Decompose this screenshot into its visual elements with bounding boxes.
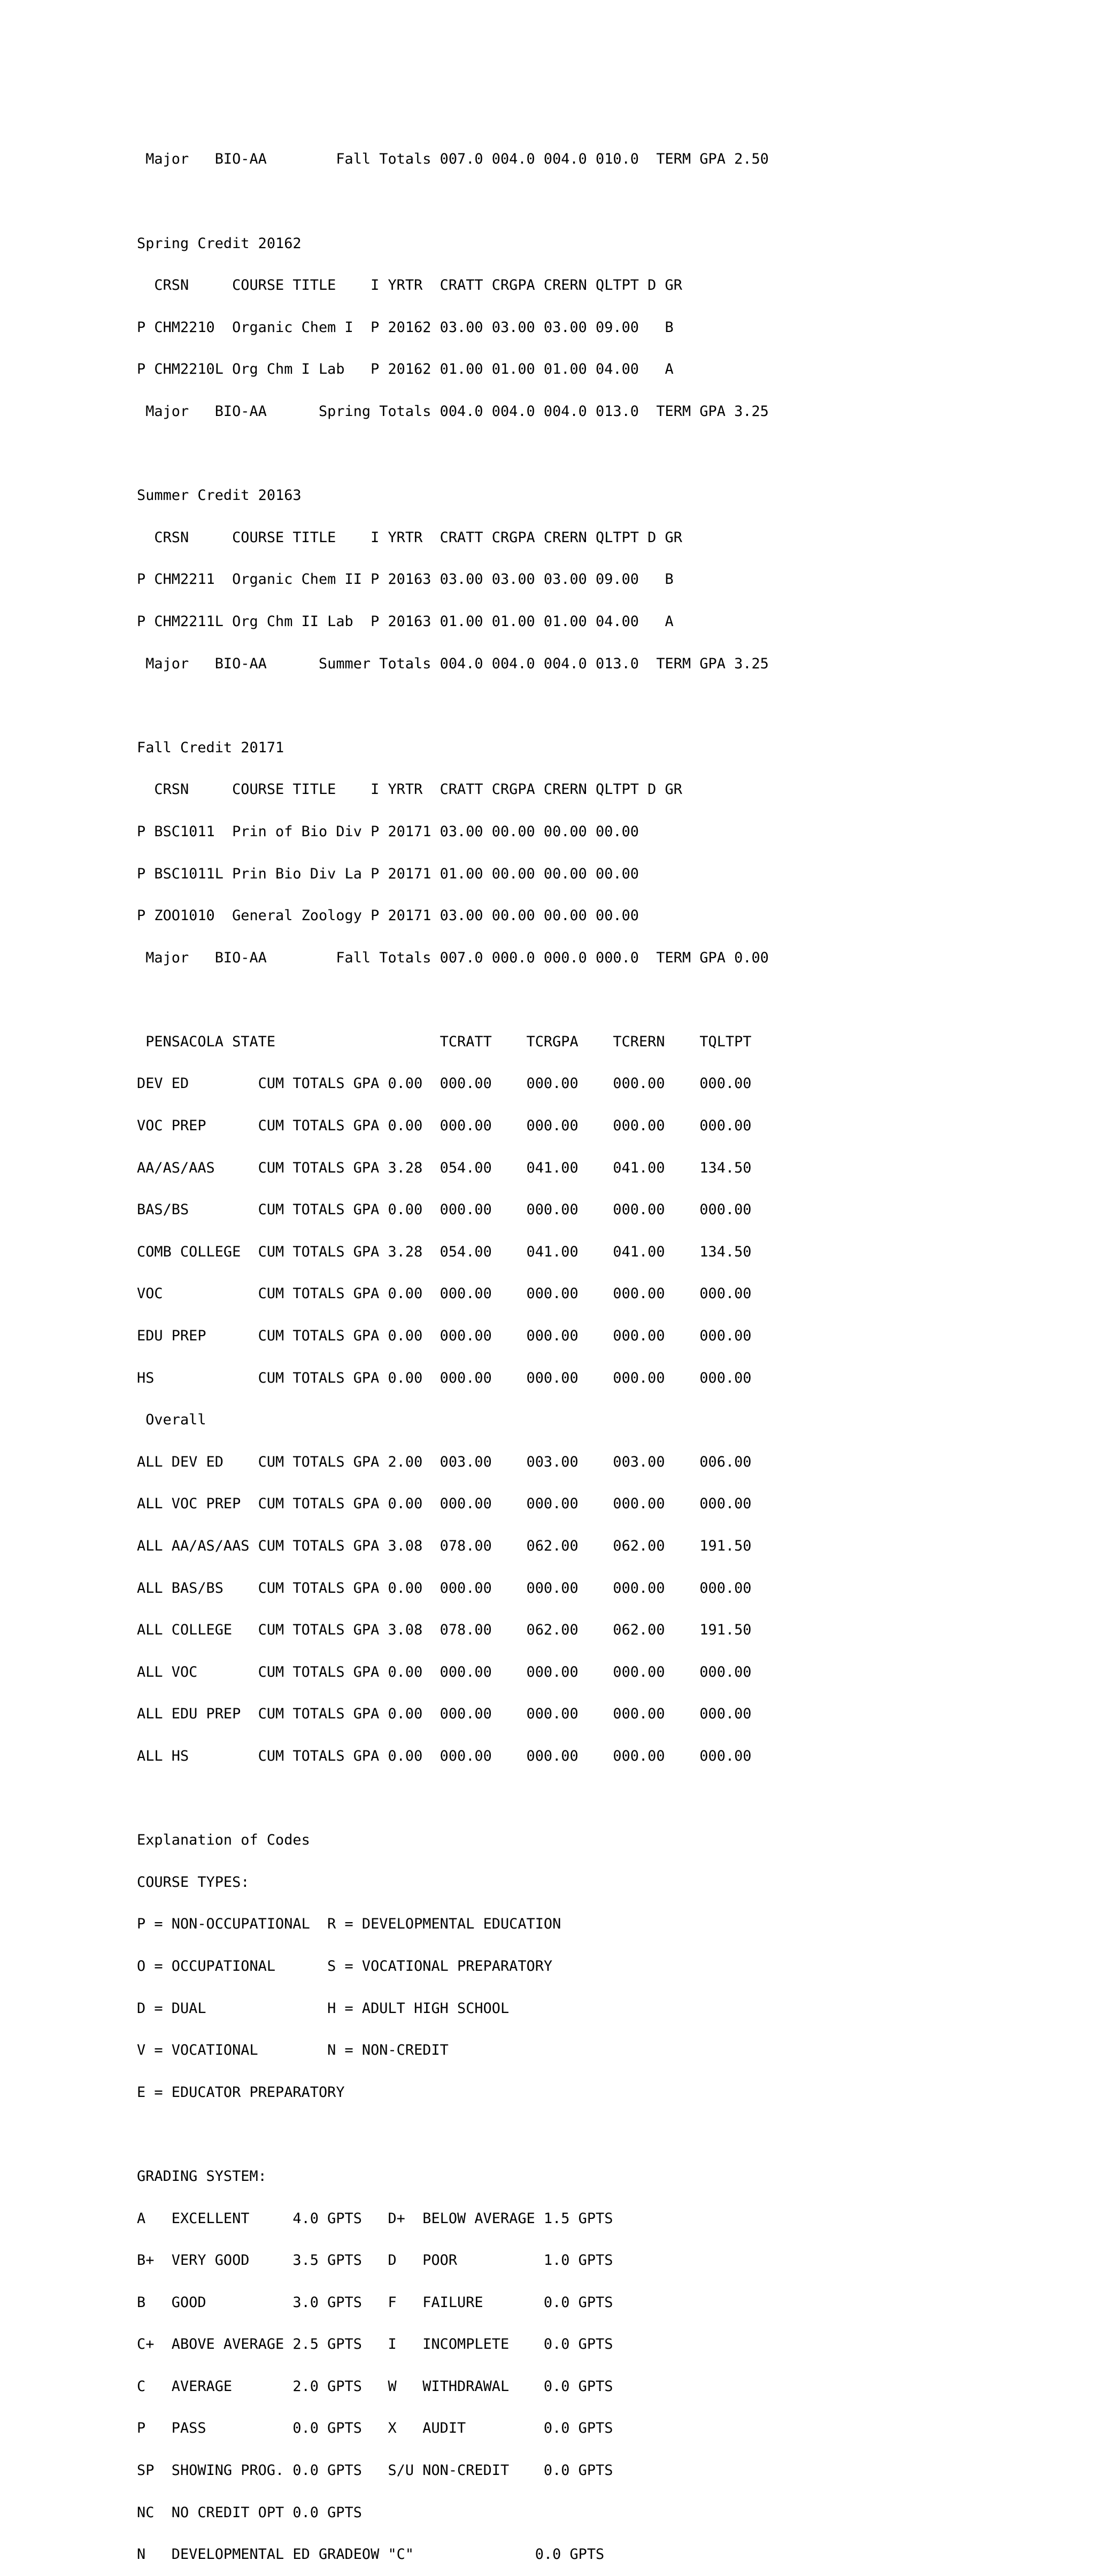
term-heading-summer-2016: Summer Credit 20163: [137, 487, 302, 504]
course-row: P CHM2211 Organic Chem II P 20163 03.00 03.00 03.00 09.00 B: [137, 571, 674, 588]
grading-row: NC NO CREDIT OPT 0.0 GPTS: [137, 2504, 362, 2521]
cumulative-row: HS CUM TOTALS GPA 0.00 000.00 000.00 000.00 000.00: [137, 1369, 752, 1386]
course-type-row: O = OCCUPATIONAL S = VOCATIONAL PREPARATORY: [137, 1957, 553, 1975]
course-type-row: E = EDUCATOR PREPARATORY: [137, 2084, 345, 2101]
term-totals-line: Major BIO-AA Spring Totals 004.0 004.0 004.0 013.0 TERM GPA 3.25: [137, 403, 769, 420]
term-totals-line: Major BIO-AA Fall Totals 007.0 000.0 000.0 000.0 TERM GPA 0.00: [137, 949, 769, 966]
course-table-header: CRSN COURSE TITLE I YRTR CRATT CRGPA CRERN QLTPT D GR: [137, 781, 682, 798]
course-row: P ZOO1010 General Zoology P 20171 03.00 00.00 00.00 00.00: [137, 907, 639, 924]
cumulative-row: DEV ED CUM TOTALS GPA 0.00 000.00 000.00 000.00 000.00: [137, 1075, 752, 1092]
course-types-heading: COURSE TYPES:: [137, 1873, 250, 1891]
blank-line: [137, 1792, 769, 1806]
course-type-row: V = VOCATIONAL N = NON-CREDIT: [137, 2042, 449, 2059]
cumulative-row: AA/AS/AAS CUM TOTALS GPA 3.28 054.00 041.00 041.00 134.50: [137, 1159, 752, 1176]
codes-heading: Explanation of Codes: [137, 1832, 310, 1849]
transcript-page: [137, 125, 769, 2576]
overall-row: ALL EDU PREP CUM TOTALS GPA 0.00 000.00 000.00 000.00 000.00: [137, 1706, 752, 1723]
course-table-header: CRSN COURSE TITLE I YRTR CRATT CRGPA CRERN QLTPT D GR: [137, 529, 682, 546]
blank-line: [137, 993, 769, 1007]
overall-heading: Overall: [137, 1412, 206, 1429]
term-heading-spring-2016: Spring Credit 20162: [137, 235, 302, 252]
grading-row: A EXCELLENT 4.0 GPTS D+ BELOW AVERAGE 1.5 GPTS: [137, 2210, 613, 2227]
cumulative-row: EDU PREP CUM TOTALS GPA 0.00 000.00 000.00 000.00 000.00: [137, 1328, 752, 1345]
overall-row: ALL VOC PREP CUM TOTALS GPA 0.00 000.00 000.00 000.00 000.00: [137, 1495, 752, 1513]
grading-row: SP SHOWING PROG. 0.0 GPTS S/U NON-CREDIT 0.0 GPTS: [137, 2462, 613, 2479]
overall-row: ALL DEV ED CUM TOTALS GPA 2.00 003.00 003.00 003.00 006.00: [137, 1453, 752, 1470]
grading-row: B GOOD 3.0 GPTS F FAILURE 0.0 GPTS: [137, 2294, 613, 2311]
blank-line: [137, 2127, 769, 2141]
course-table-header: CRSN COURSE TITLE I YRTR CRATT CRGPA CRERN QLTPT D GR: [137, 277, 682, 294]
grading-row: B+ VERY GOOD 3.5 GPTS D POOR 1.0 GPTS: [137, 2252, 613, 2269]
course-row: P CHM2210L Org Chm I Lab P 20162 01.00 01.00 01.00 04.00 A: [137, 361, 674, 378]
cumulative-row: VOC PREP CUM TOTALS GPA 0.00 000.00 000.00 000.00 000.00: [137, 1117, 752, 1135]
cumulative-header: PENSACOLA STATE TCRATT TCRGPA TCRERN TQLTPT: [137, 1033, 752, 1050]
overall-row: ALL VOC CUM TOTALS GPA 0.00 000.00 000.00 000.00 000.00: [137, 1663, 752, 1680]
cumulative-row: BAS/BS CUM TOTALS GPA 0.00 000.00 000.00 000.00 000.00: [137, 1201, 752, 1218]
grading-row: P PASS 0.0 GPTS X AUDIT 0.0 GPTS: [137, 2420, 613, 2437]
course-row: P CHM2210 Organic Chem I P 20162 03.00 03.00 03.00 09.00 B: [137, 319, 674, 336]
grading-row: C+ ABOVE AVERAGE 2.5 GPTS I INCOMPLETE 0.0 GPTS: [137, 2336, 613, 2353]
overall-row: ALL BAS/BS CUM TOTALS GPA 0.00 000.00 000.00 000.00 000.00: [137, 1579, 752, 1596]
grading-row: C AVERAGE 2.0 GPTS W WITHDRAWAL 0.0 GPTS: [137, 2378, 613, 2395]
term-heading-fall-2017: Fall Credit 20171: [137, 739, 284, 756]
grading-system-heading: GRADING SYSTEM:: [137, 2168, 267, 2185]
blank-line: [137, 699, 769, 713]
course-type-row: P = NON-OCCUPATIONAL R = DEVELOPMENTAL EDUCATION: [137, 1916, 561, 1933]
cumulative-row: VOC CUM TOTALS GPA 0.00 000.00 000.00 000.00 000.00: [137, 1285, 752, 1302]
term-totals-line: Major BIO-AA Summer Totals 004.0 004.0 004.0 013.0 TERM GPA 3.25: [137, 655, 769, 672]
overall-row: ALL HS CUM TOTALS GPA 0.00 000.00 000.00 000.00 000.00: [137, 1747, 752, 1764]
blank-line: [137, 447, 769, 461]
blank-line: [137, 195, 769, 209]
overall-row: ALL AA/AS/AAS CUM TOTALS GPA 3.08 078.00 062.00 062.00 191.50: [137, 1538, 752, 1554]
grading-row: N DEVELOPMENTAL ED GRADEOW "C" 0.0 GPTS: [137, 2546, 605, 2563]
overall-row: ALL COLLEGE CUM TOTALS GPA 3.08 078.00 062.00 062.00 191.50: [137, 1622, 752, 1639]
fall-2016-totals-line: Major BIO-AA Fall Totals 007.0 004.0 004.0 010.0 TERM GPA 2.50: [137, 151, 769, 168]
course-row: P CHM2211L Org Chm II Lab P 20163 01.00 01.00 01.00 04.00 A: [137, 613, 674, 630]
cumulative-row: COMB COLLEGE CUM TOTALS GPA 3.28 054.00 041.00 041.00 134.50: [137, 1243, 752, 1260]
course-row: P BSC1011 Prin of Bio Div P 20171 03.00 00.00 00.00 00.00: [137, 823, 639, 840]
course-type-row: D = DUAL H = ADULT HIGH SCHOOL: [137, 2000, 510, 2017]
course-row: P BSC1011L Prin Bio Div La P 20171 01.00 00.00 00.00 00.00: [137, 865, 639, 882]
